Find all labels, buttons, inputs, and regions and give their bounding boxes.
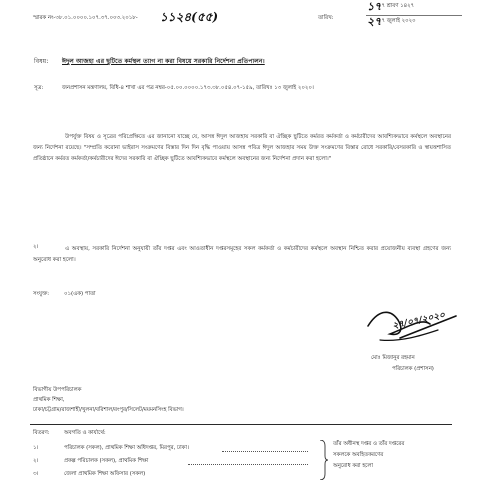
date-english: ২৭ জুলাই ২০২০ [378,18,416,24]
distribution-item-2-text: প্রকল্প পরিচালক (সকল), প্রাথমিক শিক্ষা [64,458,149,464]
recipient-line-2: প্রাথমিক শিক্ষা, [33,397,65,403]
memo-label: স্মারক নং- [33,15,56,21]
memo-line [33,15,138,22]
signatory-designation: পরিচালক (প্রশাসন) [392,366,434,372]
date-bangla: ১৭ শ্রাবণ ১৪২৭ [378,3,415,9]
separator-line [30,424,452,425]
distribution-item-2-number: ২। [33,458,39,464]
subject-text: ঈদুল আজহা এর ছুটিতে কর্মস্থল ত্যাগ না করা বিষয়ে সরকারি নির্দেশনা প্রতিপালন। [62,58,265,65]
distribution-item-1-dots [222,451,308,452]
distribution-side-note-1: তাঁর অধীনস্থ দপ্তর ও তাঁর দপ্তরের [333,441,405,447]
signature-date: ২৭/০৭/২০২০ [391,310,446,332]
distribution-bracket [318,440,328,480]
distribution-sublabel: অবগতি ও কার্যার্থে: [64,430,106,436]
date-english-handwritten: ২৭ [367,15,382,28]
attachment-label: সংযুক্ত: [33,291,50,297]
date-divider [366,15,462,16]
recipient-line-3: ঢাকা/চট্টগ্রাম/রাজশাহী/খুলনা/বরিশাল/রংপুর/সিলেট/ময়মনসিংহ বিভাগ। [33,407,184,413]
paragraph-2-number: ২। [33,244,39,250]
distribution-item-1-text: পরিচালক (সকল), প্রাথমিক শিক্ষা অধিদপ্তর, মিরপুর, ঢাকা। [64,445,189,451]
body-paragraph-1: উপর্যুক্ত বিষয় ও সূত্রের পরিপ্রেক্ষিতে এর জানানো যাচ্ছে যে, আসন্ন ঈদুল আজহায় সরকারি বা ঐচ্ছিক ছুটিতে কর্মরত কর্মকর্তা ও কর্মচারীদের আবশ্যিকভাবে কর্মস্থলে অবস্থানের জন্য নির্দেশনা রয়েছে। "সম্প্রতি করোনা ভাইরাস সংক্রমণের বিস্তার দিন দিন বৃদ্ধি পাওয়ায় আসন্ন পবিত্র ঈদুল আজহার সময় উক্ত সংক্রমণের বিস্তার রোধে সরকারি/বেসরকারি ও স্বায়ত্তশাসিত প্রতিষ্ঠানে কর্মরত কর্মকর্তা/কর্মচারীদের ঈদের সরকারি বা ঐচ্ছিক ছুটিতে আবশ্যিকভাবে কর্মস্থলে অবস্থানের জন্য নির্দেশনা প্রদান করা হলো।" [33,134,451,162]
memo-number-handwritten: ১১২৪(৫৫) [160,10,219,24]
distribution-item-1-number: ১। [33,445,39,451]
distribution-item-2-dots [188,464,308,465]
attachment-text: ০১(এক) পাতা [64,291,96,297]
reference-label: সূত্র: [34,85,44,91]
distribution-side-note-3: অনুরোধ করা হলো [333,463,373,469]
recipient-line-1: বিভাগীয় উপপরিচালক [33,387,82,393]
reference-text: জনপ্রশাসন মন্ত্রণালয়, বিধি-৪ শাখা এর পত্র নম্বর-০৫.০০.০০০০.১৭৩.৩৮.০৫৪.০৭-১৫৯, তারিখঃ ১৩ জুলাই ২০২০। [62,85,314,91]
date-label: তারিখ: [318,15,334,21]
memo-number: ৩৮.০১.০০০০.১০৭.৩৭.০০৩.২০১৮- [55,15,138,21]
date-bangla-handwritten: ১৭ [367,0,382,13]
distribution-item-3-number: ৩। [33,471,39,477]
distribution-side-note-2: সকলকে অবহিতকরণের [333,452,384,458]
distribution-item-3-text: জেলা প্রাথমিক শিক্ষা অফিসার (সকল) [64,471,146,477]
signatory-name: মোঃ মিজানুর রহমান [371,355,415,361]
subject-label: বিষয়: [34,58,49,65]
body-paragraph-2: এ অবস্থায়, সরকারি নির্দেশনা অনুযায়ী তাঁর দপ্তর এবং আওতাধীন দপ্তরসমূহের সকল কর্মকর্তা ও কর্মচারীদের কর্মস্থলে অবস্থান নিশ্চিত করার প্রয়োজনীয় ব্যবস্থা গ্রহণের জন্য অনুরোধ করা হলো। [33,246,451,263]
distribution-label: বিতরণ: [33,430,50,436]
